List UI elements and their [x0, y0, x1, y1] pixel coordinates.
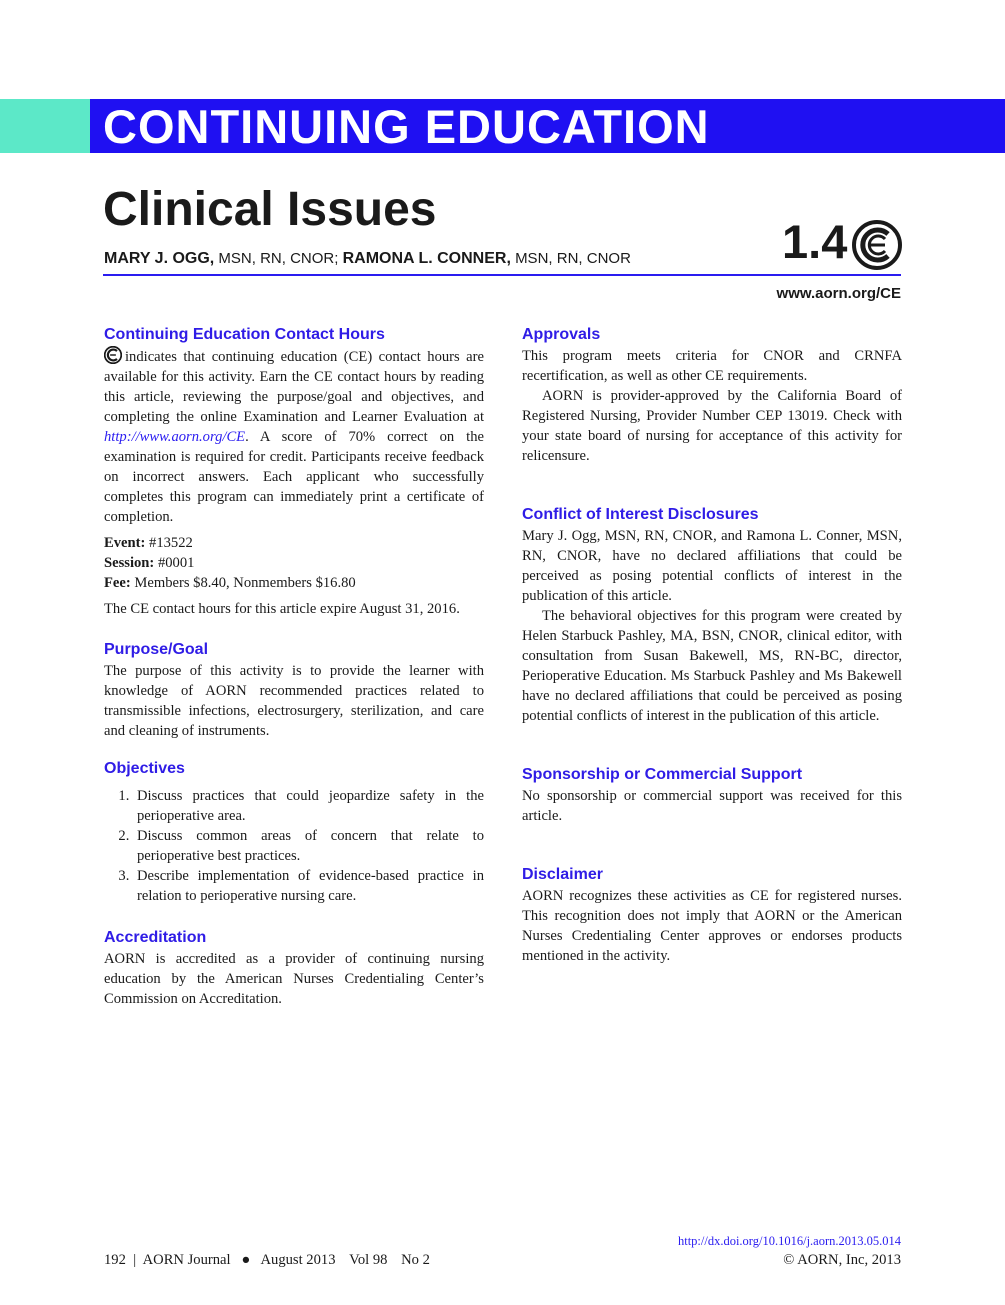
ce-hours-value: 1.4: [782, 215, 848, 268]
event-label: Event:: [104, 535, 146, 551]
ce-logo-icon: [852, 220, 902, 270]
contact-hours-text-before: indicates that continuing education (CE) contact hours are available for this activity. Earn the CE contact hours by reading this article, reviewing the purpose/goal and objectives, and completing the online Examination and Learner Evaluation at: [104, 349, 484, 425]
left-column: [104, 324, 484, 1009]
fee-row: [104, 573, 484, 593]
bullet: ●: [234, 1252, 258, 1268]
objectives-heading: Objectives: [104, 760, 185, 777]
approvals-text-2: AORN is provider-approved by the California Board of Registered Nursing, Provider Number CEP 13019. Check with your state board of nursing for acceptance of this activity for relicensure.: [522, 388, 902, 464]
approvals-text-1: This program meets criteria for CNOR and CRNFA recertification, as well as other CE requirements.: [522, 348, 902, 384]
expiry-text: The CE contact hours for this article expire August 31, 2016.: [104, 601, 460, 617]
accreditation-heading: Accreditation: [104, 929, 207, 946]
accreditation-section: [104, 927, 484, 1009]
purpose-section: [104, 639, 484, 741]
objective-item: 1. Discuss practices that could jeopardize safety in the perioperative area.: [133, 786, 484, 826]
ce-inline-icon: [104, 346, 122, 364]
session-row: [104, 553, 484, 573]
objective-item: 3. Describe implementation of evidence-based practice in relation to perioperative nursing care.: [133, 866, 484, 906]
event-row: [104, 533, 484, 553]
ce-url[interactable]: www.aorn.org/CE: [776, 285, 901, 302]
copyright: © AORN, Inc, 2013: [783, 1252, 901, 1268]
footer-citation: [104, 1252, 430, 1269]
session-label: Session:: [104, 555, 155, 571]
page-number: 192: [104, 1252, 126, 1268]
event-value: #13522: [149, 535, 193, 551]
objective-item: 2. Discuss common areas of concern that relate to perioperative best practices.: [133, 826, 484, 866]
fee-label: Fee:: [104, 575, 131, 591]
journal-name: AORN Journal: [142, 1252, 231, 1268]
fee-value: Members $8.40, Nonmembers $16.80: [134, 575, 356, 591]
author1-name: MARY J. OGG,: [104, 250, 215, 267]
objectives-section: [104, 758, 484, 906]
session-value: #0001: [157, 555, 195, 571]
banner-accent-block: [0, 99, 90, 153]
conflict-heading: Conflict of Interest Disclosures: [522, 506, 759, 523]
conflict-text-1: Mary J. Ogg, MSN, RN, CNOR, and Ramona L. Conner, MSN, RN, CNOR, have no declared affiliations that could be perceived as posing potential conflicts of interest in the publication of this article.: [522, 528, 902, 604]
issue-number: No 2: [401, 1252, 430, 1268]
purpose-heading: Purpose/Goal: [104, 641, 209, 658]
contact-hours-text: [104, 346, 484, 527]
author2-name: RAMONA L. CONNER,: [342, 250, 511, 267]
sponsorship-section: [522, 764, 902, 826]
contact-hours-text-after: . A score of 70% correct on the examination is required for credit. Participants receive feedback on incorrect answers. Each applicant who successfully completes this program can immediately print a certificate of completion.: [104, 429, 484, 525]
doi-link[interactable]: http://dx.doi.org/10.1016/j.aorn.2013.05.014: [677, 1234, 901, 1248]
separator: |: [129, 1252, 140, 1268]
right-column: [522, 324, 902, 966]
purpose-text: The purpose of this activity is to provide the learner with knowledge of AORN recommended practices related to transmissible infections, electrosurgery, sterilization, and care and cleaning of instruments.: [104, 663, 484, 739]
disclaimer-text: AORN recognizes these activities as CE for registered nurses. This recognition does not imply that AORN or the American Nurses Credentialing Center approves or endorses products mentioned in the activity.: [522, 888, 902, 964]
approvals-section: [522, 324, 902, 466]
author2-credentials: MSN, RN, CNOR: [515, 250, 631, 267]
author1-credentials: MSN, RN, CNOR;: [218, 250, 339, 267]
header-rule: [103, 274, 901, 276]
sponsorship-text: No sponsorship or commercial support was received for this article.: [522, 788, 902, 824]
ce-link[interactable]: http://www.aorn.org/CE: [104, 429, 246, 445]
objectives-list: [104, 786, 484, 906]
contact-hours-section: [104, 324, 484, 619]
disclaimer-heading: Disclaimer: [522, 866, 603, 883]
conflict-section: [522, 504, 902, 726]
article-title: Clinical Issues: [103, 183, 437, 236]
authors-line: [104, 250, 631, 268]
sponsorship-heading: Sponsorship or Commercial Support: [522, 766, 803, 783]
issue-date: August 2013: [260, 1252, 336, 1268]
approvals-heading: Approvals: [522, 326, 601, 343]
conflict-text-2: The behavioral objectives for this program were created by Helen Starbuck Pashley, MA, BSN, CNOR, clinical editor, with consultation from Susan Bakewell, MS, RN-BC, director, Perioperative Education. Ms Starbuck Pashley and Ms Bakewell have no declared affiliations that could be perceived as posing potential conflicts of interest in the publication of this article.: [522, 608, 902, 724]
volume: Vol 98: [349, 1252, 388, 1268]
disclaimer-section: [522, 864, 902, 966]
accreditation-text: AORN is accredited as a provider of continuing nursing education by the American Nurses Credentialing Center’s Commission on Accreditation.: [104, 951, 484, 1007]
banner-title: CONTINUING EDUCATION: [103, 100, 710, 153]
contact-hours-heading: Continuing Education Contact Hours: [104, 326, 385, 343]
